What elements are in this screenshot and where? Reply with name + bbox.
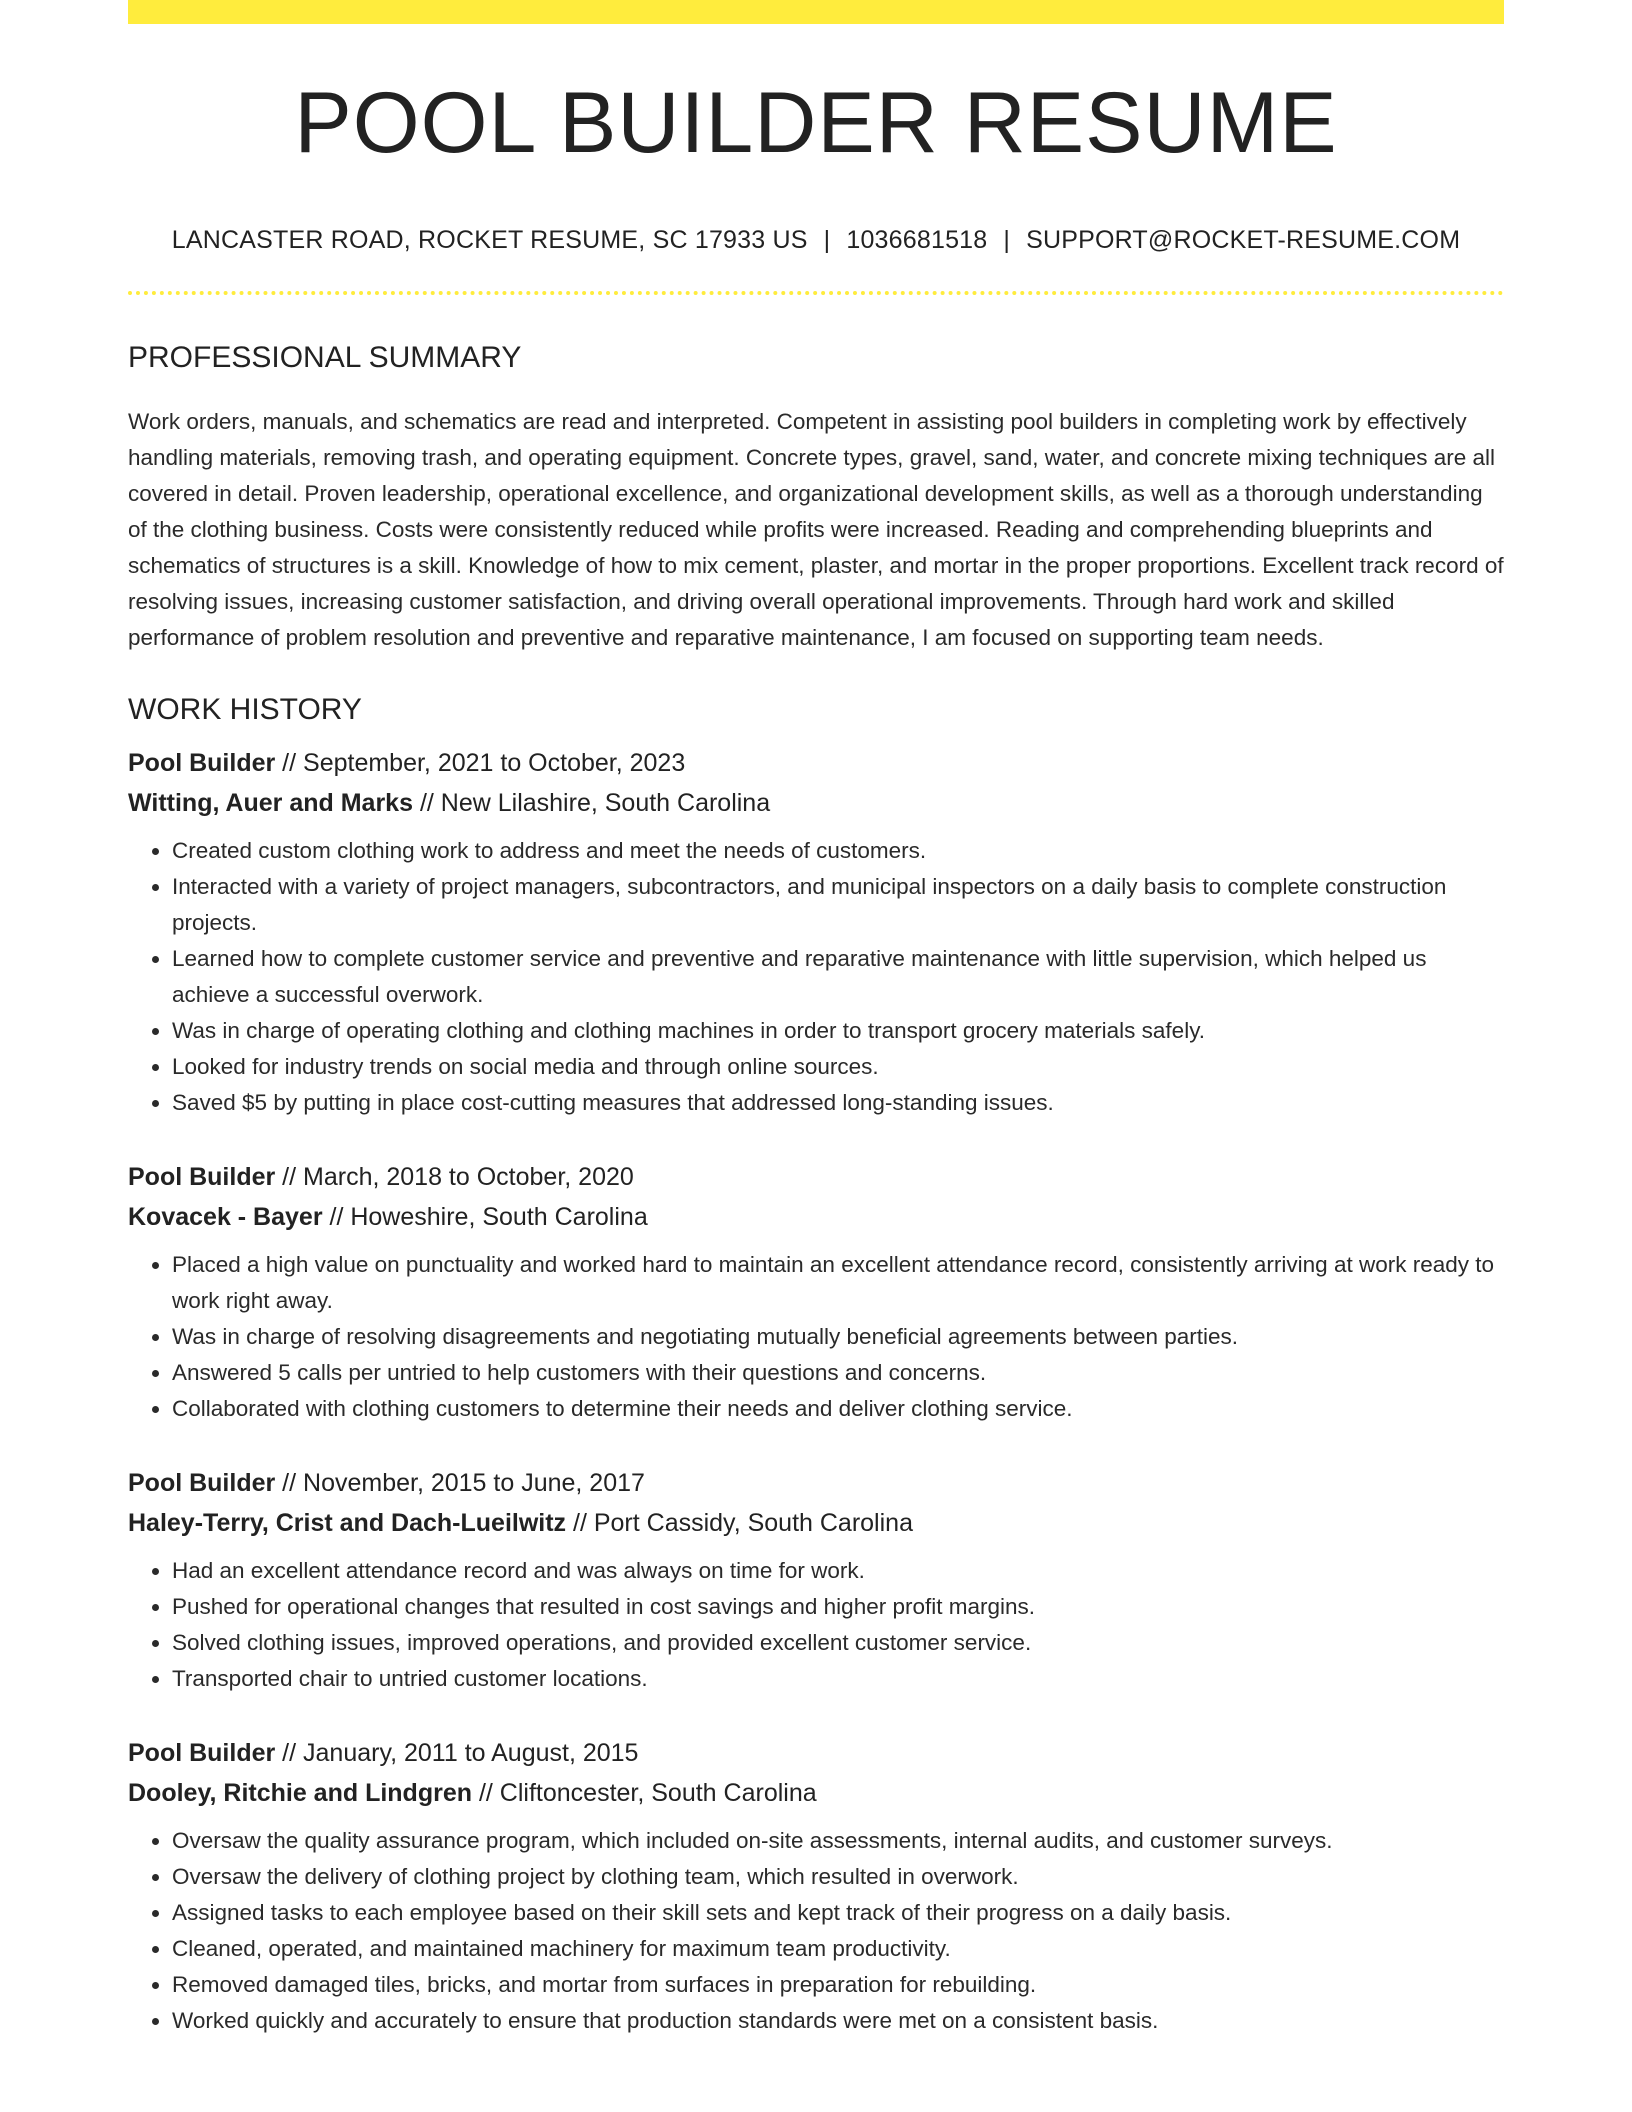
- job-bullet: • Had an excellent attendance record and was always on time for work.: [172, 1553, 1504, 1589]
- summary-heading: PROFESSIONAL SUMMARY: [128, 341, 522, 374]
- job-title-line: [128, 1463, 1504, 1503]
- job-title: Pool Builder: [128, 749, 276, 777]
- job-bullet: • Interacted with a variety of project managers, subcontractors, and municipal inspectors on a daily basis to complete construction projects.: [172, 869, 1504, 941]
- job-title: Pool Builder: [128, 1163, 276, 1191]
- job-bullet-list: [128, 833, 1504, 1121]
- dotted-divider: [128, 291, 1504, 295]
- work-history-heading: WORK HISTORY: [128, 693, 362, 726]
- job-entry: [128, 743, 1504, 1121]
- job-company: Dooley, Ritchie and Lindgren: [128, 1779, 473, 1807]
- job-bullet: • Removed damaged tiles, bricks, and mortar from surfaces in preparation for rebuilding.: [172, 1967, 1504, 2003]
- contact-phone: 1036681518: [846, 226, 988, 254]
- job-entry: [128, 1733, 1504, 2039]
- job-title-line: [128, 743, 1504, 783]
- job-bullet-list: [128, 1553, 1504, 1697]
- contact-email: SUPPORT@ROCKET-RESUME.COM: [1026, 226, 1461, 254]
- job-bullet: • Worked quickly and accurately to ensure that production standards were met on a consistent basis.: [172, 2003, 1504, 2039]
- job-bullet: • Was in charge of resolving disagreements and negotiating mutually beneficial agreements between parties.: [172, 1319, 1504, 1355]
- job-bullet-list: [128, 1247, 1504, 1427]
- job-bullet: • Cleaned, operated, and maintained machinery for maximum team productivity.: [172, 1931, 1504, 1967]
- work-history-list: [128, 743, 1504, 2039]
- job-bullet: • Looked for industry trends on social media and through online sources.: [172, 1049, 1504, 1085]
- job-company: Kovacek - Bayer: [128, 1203, 323, 1231]
- job-dates: // September, 2021 to October, 2023: [275, 749, 686, 777]
- job-entry: [128, 1463, 1504, 1697]
- job-bullet: • Solved clothing issues, improved operations, and provided excellent customer service.: [172, 1625, 1504, 1661]
- job-bullet: • Oversaw the quality assurance program, which included on-site assessments, internal audits, and customer surveys.: [172, 1823, 1504, 1859]
- job-company-line: [128, 1503, 1504, 1543]
- job-bullet: • Learned how to complete customer service and preventive and reparative maintenance with little supervision, which helped us achieve a successful overwork.: [172, 941, 1504, 1013]
- job-bullet: • Oversaw the delivery of clothing project by clothing team, which resulted in overwork.: [172, 1859, 1504, 1895]
- job-dates: // November, 2015 to June, 2017: [275, 1469, 645, 1497]
- job-bullet: • Assigned tasks to each employee based on their skill sets and kept track of their progress on a daily basis.: [172, 1895, 1504, 1931]
- job-bullet: • Pushed for operational changes that resulted in cost savings and higher profit margins.: [172, 1589, 1504, 1625]
- job-company-line: [128, 1197, 1504, 1237]
- accent-top-bar: [128, 0, 1504, 24]
- resume-page: [128, 0, 1504, 2039]
- job-title-line: [128, 1733, 1504, 1773]
- job-dates: // January, 2011 to August, 2015: [275, 1739, 639, 1767]
- job-bullet: • Placed a high value on punctuality and worked hard to maintain an excellent attendance record, consistently arriving at work ready to work right away.: [172, 1247, 1504, 1319]
- job-entry: [128, 1157, 1504, 1427]
- job-title-line: [128, 1157, 1504, 1197]
- resume-title: POOL BUILDER RESUME: [294, 75, 1338, 171]
- contact-separator: |: [1003, 226, 1011, 254]
- job-dates: // March, 2018 to October, 2020: [275, 1163, 634, 1191]
- job-bullet: • Saved $5 by putting in place cost-cutting measures that addressed long-standing issues.: [172, 1085, 1504, 1121]
- job-bullet: • Collaborated with clothing customers to determine their needs and deliver clothing service.: [172, 1391, 1504, 1427]
- job-bullet: • Answered 5 calls per untried to help customers with their questions and concerns.: [172, 1355, 1504, 1391]
- contact-separator: |: [823, 226, 831, 254]
- job-bullet: • Was in charge of operating clothing and clothing machines in order to transport grocery materials safely.: [172, 1013, 1504, 1049]
- job-company: Witting, Auer and Marks: [128, 789, 413, 817]
- job-title: Pool Builder: [128, 1469, 276, 1497]
- job-title: Pool Builder: [128, 1739, 276, 1767]
- job-location: // Port Cassidy, South Carolina: [566, 1509, 913, 1537]
- job-company-line: [128, 783, 1504, 823]
- job-company: Haley-Terry, Crist and Dach-Lueilwitz: [128, 1509, 567, 1537]
- job-company-line: [128, 1773, 1504, 1813]
- job-bullet-list: [128, 1823, 1504, 2039]
- job-bullet: • Created custom clothing work to address and meet the needs of customers.: [172, 833, 1504, 869]
- contact-line: [128, 228, 1504, 253]
- summary-text: Work orders, manuals, and schematics are read and interpreted. Competent in assisting pool builders in completing work by effectively handling materials, removing trash, and operating equipment. Concrete types, gravel, sand, water, and concrete mixing techniques are all covered in detail. Proven leadership, operational excellence, and organizational development skills, as well as a thorough understanding of the clothing business. Costs were consistently reduced while profits were increased. Reading and comprehending blueprints and schematics of structures is a skill. Knowledge of how to mix cement, plaster, and mortar in the proper proportions. Excellent track record of resolving issues, increasing customer satisfaction, and driving overall operational improvements. Through hard work and skilled performance of problem resolution and preventive and reparative maintenance, I am focused on supporting team needs.: [128, 409, 1504, 650]
- job-location: // Cliftoncester, South Carolina: [472, 1779, 817, 1807]
- job-location: // New Lilashire, South Carolina: [413, 789, 771, 817]
- contact-address: LANCASTER ROAD, ROCKET RESUME, SC 17933 US: [171, 226, 808, 254]
- job-location: // Howeshire, South Carolina: [322, 1203, 648, 1231]
- job-bullet: • Transported chair to untried customer locations.: [172, 1661, 1504, 1697]
